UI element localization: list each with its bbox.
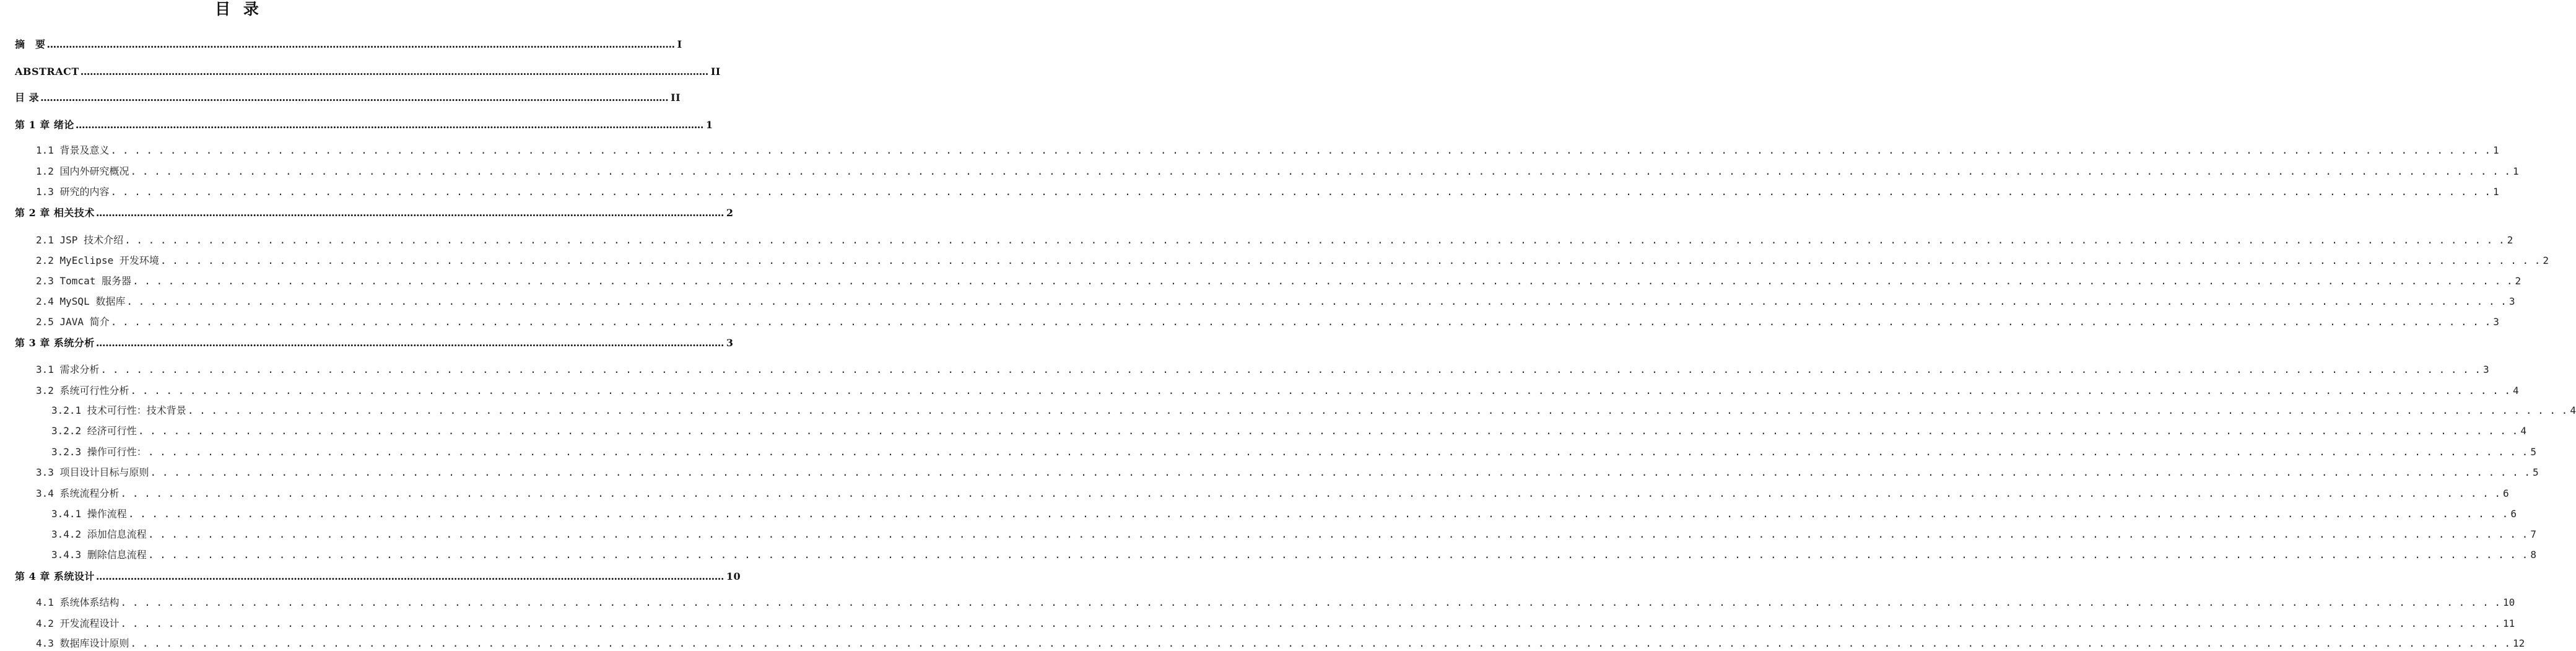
dot-leader: ........................................................................................................................................................................................................ xyxy=(95,207,724,219)
toc-entry-page-number: 5 xyxy=(2533,466,2539,478)
dot-leader: ........................................................................................................................................................................................................ xyxy=(80,66,708,77)
dot-leader: ........................................................................................................................................................................................................ xyxy=(75,119,703,131)
dot-leader: . . . . . . . . . . . . . . . . . . . . . . . . . . . . . . . . . . . . . . . . . . . . . . . . . . . . . . . . . . . . . . . . . . . . . . . . . . . . . . . . . . . . . . . . . . . . . . . . . . . . . . . . . . . . . . . . . . . . . . . . . . . . . . . . . . . . . . . . . . . . . . . . . . . . . . . . . . . . . . . . . . . . . . . . . . . . . . . . . . . . . . . . . . . . . . . . . . . . . . . . xyxy=(147,446,2528,458)
toc-entry-label: 目 录 xyxy=(15,92,40,103)
toc-entry[interactable] xyxy=(15,569,741,584)
toc-entry-page-number: 10 xyxy=(726,570,741,582)
toc-entry[interactable] xyxy=(36,164,2519,179)
toc-entry-label: 第 1 章 绪论 xyxy=(15,119,74,131)
toc-entry[interactable] xyxy=(36,315,2499,330)
dot-leader: . . . . . . . . . . . . . . . . . . . . . . . . . . . . . . . . . . . . . . . . . . . . . . . . . . . . . . . . . . . . . . . . . . . . . . . . . . . . . . . . . . . . . . . . . . . . . . . . . . . . . . . . . . . . . . . . . . . . . . . . . . . . . . . . . . . . . . . . . . . . . . . . . . . . . . . . . . . . . . . . . . . . . . . . . . . . . . . . . . . . . . . . . . . . . . . . . . . . . . . . xyxy=(120,618,2501,629)
toc-entry[interactable] xyxy=(36,143,2499,158)
toc-entry-page-number: 5 xyxy=(2530,446,2536,458)
dot-leader: . . . . . . . . . . . . . . . . . . . . . . . . . . . . . . . . . . . . . . . . . . . . . . . . . . . . . . . . . . . . . . . . . . . . . . . . . . . . . . . . . . . . . . . . . . . . . . . . . . . . . . . . . . . . . . . . . . . . . . . . . . . . . . . . . . . . . . . . . . . . . . . . . . . . . . . . . . . . . . . . . . . . . . . . . . . . . . . . . . . . . . . . . . . . . . . . . . . . . . . . xyxy=(124,234,2505,246)
toc-entry[interactable] xyxy=(36,362,2489,377)
toc-entry-label: 4.1 系统体系结构 xyxy=(36,596,120,608)
toc-entry[interactable] xyxy=(36,465,2539,480)
toc-entry[interactable] xyxy=(51,403,2576,418)
toc-entry-label: 2.4 MySQL 数据库 xyxy=(36,295,126,307)
dot-leader: . . . . . . . . . . . . . . . . . . . . . . . . . . . . . . . . . . . . . . . . . . . . . . . . . . . . . . . . . . . . . . . . . . . . . . . . . . . . . . . . . . . . . . . . . . . . . . . . . . . . . . . . . . . . . . . . . . . . . . . . . . . . . . . . . . . . . . . . . . . . . . . . . . . . . . . . . . . . . . . . . . . . . . . . . . . . . . . . . . . . . . . . . . . . . . . . . . . . . . . . xyxy=(100,364,2481,375)
dot-leader: . . . . . . . . . . . . . . . . . . . . . . . . . . . . . . . . . . . . . . . . . . . . . . . . . . . . . . . . . . . . . . . . . . . . . . . . . . . . . . . . . . . . . . . . . . . . . . . . . . . . . . . . . . . . . . . . . . . . . . . . . . . . . . . . . . . . . . . . . . . . . . . . . . . . . . . . . . . . . . . . . . . . . . . . . . . . . . . . . . . . . . . . . . . . . . . . . . . . . . . . xyxy=(130,385,2511,396)
dot-leader: . . . . . . . . . . . . . . . . . . . . . . . . . . . . . . . . . . . . . . . . . . . . . . . . . . . . . . . . . . . . . . . . . . . . . . . . . . . . . . . . . . . . . . . . . . . . . . . . . . . . . . . . . . . . . . . . . . . . . . . . . . . . . . . . . . . . . . . . . . . . . . . . . . . . . . . . . . . . . . . . . . . . . . . . . . . . . . . . . . . . . . . . . . . . . . . . . . . . . . . . xyxy=(150,466,2531,478)
toc-entry-page-number: 6 xyxy=(2503,487,2509,499)
toc-entry[interactable] xyxy=(36,253,2549,268)
toc-entry-label: 第 2 章 相关技术 xyxy=(15,207,95,219)
toc-entry-label: 3.2 系统可行性分析 xyxy=(36,385,129,396)
dot-leader: . . . . . . . . . . . . . . . . . . . . . . . . . . . . . . . . . . . . . . . . . . . . . . . . . . . . . . . . . . . . . . . . . . . . . . . . . . . . . . . . . . . . . . . . . . . . . . . . . . . . . . . . . . . . . . . . . . . . . . . . . . . . . . . . . . . . . . . . . . . . . . . . . . . . . . . . . . . . . . . . . . . . . . . . . . . . . . . . . . . . . . . . . . . . . . . . . . . . . . . . xyxy=(120,596,2501,608)
toc-entry[interactable] xyxy=(36,616,2515,631)
dot-leader: . . . . . . . . . . . . . . . . . . . . . . . . . . . . . . . . . . . . . . . . . . . . . . . . . . . . . . . . . . . . . . . . . . . . . . . . . . . . . . . . . . . . . . . . . . . . . . . . . . . . . . . . . . . . . . . . . . . . . . . . . . . . . . . . . . . . . . . . . . . . . . . . . . . . . . . . . . . . . . . . . . . . . . . . . . . . . . . . . . . . . . . . . . . . . . . . . . . . . . . . xyxy=(130,637,2511,649)
toc-entry-label: 3.2.1 技术可行性：技术背景 xyxy=(51,404,186,416)
toc-entry-label: 3.4 系统流程分析 xyxy=(36,487,120,499)
toc-entry-label: 2.3 Tomcat 服务器 xyxy=(36,275,131,287)
dot-leader: . . . . . . . . . . . . . . . . . . . . . . . . . . . . . . . . . . . . . . . . . . . . . . . . . . . . . . . . . . . . . . . . . . . . . . . . . . . . . . . . . . . . . . . . . . . . . . . . . . . . . . . . . . . . . . . . . . . . . . . . . . . . . . . . . . . . . . . . . . . . . . . . . . . . . . . . . . . . . . . . . . . . . . . . . . . . . . . . . . . . . . . . . . . . . . . . . . . . . . . . xyxy=(147,528,2528,540)
dot-leader: ........................................................................................................................................................................................................ xyxy=(95,570,724,582)
dot-leader: . . . . . . . . . . . . . . . . . . . . . . . . . . . . . . . . . . . . . . . . . . . . . . . . . . . . . . . . . . . . . . . . . . . . . . . . . . . . . . . . . . . . . . . . . . . . . . . . . . . . . . . . . . . . . . . . . . . . . . . . . . . . . . . . . . . . . . . . . . . . . . . . . . . . . . . . . . . . . . . . . . . . . . . . . . . . . . . . . . . . . . . . . . . . . . . . . . . . . . . . xyxy=(110,144,2491,156)
toc-entry-label: 1.3 研究的内容 xyxy=(36,186,110,198)
toc-entry-page-number: 3 xyxy=(2509,295,2515,307)
toc-entry[interactable] xyxy=(36,185,2499,199)
toc-entry-label: 第 4 章 系统设计 xyxy=(15,570,95,582)
dot-leader: . . . . . . . . . . . . . . . . . . . . . . . . . . . . . . . . . . . . . . . . . . . . . . . . . . . . . . . . . . . . . . . . . . . . . . . . . . . . . . . . . . . . . . . . . . . . . . . . . . . . . . . . . . . . . . . . . . . . . . . . . . . . . . . . . . . . . . . . . . . . . . . . . . . . . . . . . . . . . . . . . . . . . . . . . . . . . . . . . . . . . . . . . . . . . . . . . . . . . . . . xyxy=(137,425,2518,437)
dot-leader: ........................................................................................................................................................................................................ xyxy=(46,38,675,50)
toc-entry-page-number: 3 xyxy=(2483,364,2489,375)
toc-entry[interactable] xyxy=(36,294,2515,309)
toc-entry-label: 3.2.3 操作可行性： xyxy=(51,446,147,458)
toc-entry-page-number: 2 xyxy=(2507,234,2513,246)
dot-leader: . . . . . . . . . . . . . . . . . . . . . . . . . . . . . . . . . . . . . . . . . . . . . . . . . . . . . . . . . . . . . . . . . . . . . . . . . . . . . . . . . . . . . . . . . . . . . . . . . . . . . . . . . . . . . . . . . . . . . . . . . . . . . . . . . . . . . . . . . . . . . . . . . . . . . . . . . . . . . . . . . . . . . . . . . . . . . . . . . . . . . . . . . . . . . . . . . . . . . . . . xyxy=(130,165,2511,177)
dot-leader: . . . . . . . . . . . . . . . . . . . . . . . . . . . . . . . . . . . . . . . . . . . . . . . . . . . . . . . . . . . . . . . . . . . . . . . . . . . . . . . . . . . . . . . . . . . . . . . . . . . . . . . . . . . . . . . . . . . . . . . . . . . . . . . . . . . . . . . . . . . . . . . . . . . . . . . . . . . . . . . . . . . . . . . . . . . . . . . . . . . . . . . . . . . . . . . . . . . . . . . . xyxy=(128,508,2509,520)
toc-entry-label: 1.2 国内外研究概况 xyxy=(36,165,129,177)
toc-entry-page-number: 10 xyxy=(2503,596,2515,608)
toc-entry[interactable] xyxy=(51,445,2536,460)
toc-entry-page-number: 4 xyxy=(2520,425,2526,437)
toc-entry-label: 3.4.3 删除信息流程 xyxy=(51,549,147,561)
toc-entry-label: 2.5 JAVA 简介 xyxy=(36,316,110,328)
toc-entry-label: 3.2.2 经济可行性 xyxy=(51,425,137,437)
toc-entry-label: 摘 要 xyxy=(15,38,46,50)
toc-entry-page-number: 3 xyxy=(2493,316,2499,328)
dot-leader: . . . . . . . . . . . . . . . . . . . . . . . . . . . . . . . . . . . . . . . . . . . . . . . . . . . . . . . . . . . . . . . . . . . . . . . . . . . . . . . . . . . . . . . . . . . . . . . . . . . . . . . . . . . . . . . . . . . . . . . . . . . . . . . . . . . . . . . . . . . . . . . . . . . . . . . . . . . . . . . . . . . . . . . . . . . . . . . . . . . . . . . . . . . . . . . . . . . . . . . . xyxy=(110,316,2491,328)
toc-entry-page-number: 11 xyxy=(2503,618,2515,629)
toc-entry[interactable] xyxy=(15,37,682,52)
toc-entry-page-number: 1 xyxy=(2493,186,2499,198)
toc-entry-label: 3.1 需求分析 xyxy=(36,364,100,375)
toc-entry-page-number: 12 xyxy=(2513,637,2525,649)
toc-entry-label: 第 3 章 系统分析 xyxy=(15,337,95,349)
toc-entry[interactable] xyxy=(51,548,2536,562)
toc-entry[interactable] xyxy=(15,64,721,79)
toc-entry[interactable] xyxy=(36,274,2522,289)
toc-entry-label: 3.4.2 添加信息流程 xyxy=(51,528,147,540)
toc-entry[interactable] xyxy=(36,595,2515,610)
toc-entry-label: 4.3 数据库设计原则 xyxy=(36,637,129,649)
dot-leader: . . . . . . . . . . . . . . . . . . . . . . . . . . . . . . . . . . . . . . . . . . . . . . . . . . . . . . . . . . . . . . . . . . . . . . . . . . . . . . . . . . . . . . . . . . . . . . . . . . . . . . . . . . . . . . . . . . . . . . . . . . . . . . . . . . . . . . . . . . . . . . . . . . . . . . . . . . . . . . . . . . . . . . . . . . . . . . . . . . . . . . . . . . . . . . . . . . . . . . . . xyxy=(120,487,2501,499)
toc-entry[interactable] xyxy=(36,486,2509,501)
toc-entry-page-number: I xyxy=(677,38,682,50)
toc-entry-label: 2.2 MyEclipse 开发环境 xyxy=(36,255,159,266)
dot-leader: . . . . . . . . . . . . . . . . . . . . . . . . . . . . . . . . . . . . . . . . . . . . . . . . . . . . . . . . . . . . . . . . . . . . . . . . . . . . . . . . . . . . . . . . . . . . . . . . . . . . . . . . . . . . . . . . . . . . . . . . . . . . . . . . . . . . . . . . . . . . . . . . . . . . . . . . . . . . . . . . . . . . . . . . . . . . . . . . . . . . . . . . . . . . . . . . . . . . . . . . xyxy=(160,255,2541,266)
toc-entry[interactable] xyxy=(51,424,2526,439)
toc-entry-label: ABSTRACT xyxy=(15,66,79,77)
toc-entry[interactable] xyxy=(36,233,2513,248)
toc-entry-page-number: 3 xyxy=(726,337,734,349)
toc-title: 目 录 xyxy=(215,0,263,18)
dot-leader: . . . . . . . . . . . . . . . . . . . . . . . . . . . . . . . . . . . . . . . . . . . . . . . . . . . . . . . . . . . . . . . . . . . . . . . . . . . . . . . . . . . . . . . . . . . . . . . . . . . . . . . . . . . . . . . . . . . . . . . . . . . . . . . . . . . . . . . . . . . . . . . . . . . . . . . . . . . . . . . . . . . . . . . . . . . . . . . . . . . . . . . . . . . . . . . . . . . . . . . . xyxy=(110,186,2491,198)
toc-entry-page-number: II xyxy=(710,66,721,77)
toc-entry-page-number: 2 xyxy=(726,207,734,219)
toc-entry[interactable] xyxy=(15,336,734,351)
toc-entry[interactable] xyxy=(51,527,2536,542)
toc-entry-page-number: 2 xyxy=(2543,255,2549,266)
toc-entry-page-number: 8 xyxy=(2530,549,2536,561)
toc-entry[interactable] xyxy=(15,206,734,221)
toc-entry-label: 1.1 背景及意义 xyxy=(36,144,110,156)
toc-entry-page-number: 7 xyxy=(2530,528,2536,540)
toc-entry[interactable] xyxy=(15,90,681,105)
toc-entry[interactable] xyxy=(15,118,713,133)
dot-leader: . . . . . . . . . . . . . . . . . . . . . . . . . . . . . . . . . . . . . . . . . . . . . . . . . . . . . . . . . . . . . . . . . . . . . . . . . . . . . . . . . . . . . . . . . . . . . . . . . . . . . . . . . . . . . . . . . . . . . . . . . . . . . . . . . . . . . . . . . . . . . . . . . . . . . . . . . . . . . . . . . . . . . . . . . . . . . . . . . . . . . . . . . . . . . . . . . . . . . . . . xyxy=(187,404,2568,416)
toc-entry-page-number: 2 xyxy=(2515,275,2522,287)
dot-leader: ........................................................................................................................................................................................................ xyxy=(95,337,724,349)
toc-entry-page-number: 4 xyxy=(2570,404,2576,416)
toc-entry[interactable] xyxy=(51,507,2517,522)
toc-entry-page-number: 1 xyxy=(705,119,713,131)
toc-entry-label: 3.4.1 操作流程 xyxy=(51,508,127,520)
toc-entry-label: 2.1 JSP 技术介绍 xyxy=(36,234,124,246)
dot-leader: . . . . . . . . . . . . . . . . . . . . . . . . . . . . . . . . . . . . . . . . . . . . . . . . . . . . . . . . . . . . . . . . . . . . . . . . . . . . . . . . . . . . . . . . . . . . . . . . . . . . . . . . . . . . . . . . . . . . . . . . . . . . . . . . . . . . . . . . . . . . . . . . . . . . . . . . . . . . . . . . . . . . . . . . . . . . . . . . . . . . . . . . . . . . . . . . . . . . . . . . xyxy=(147,549,2528,561)
toc-entry[interactable] xyxy=(36,383,2519,398)
toc-entry-label: 4.2 开发流程设计 xyxy=(36,618,120,629)
toc-entry-page-number: 1 xyxy=(2493,144,2499,156)
toc-entry-page-number: 1 xyxy=(2513,165,2519,177)
toc-entry-page-number: 4 xyxy=(2513,385,2519,396)
dot-leader: ........................................................................................................................................................................................................ xyxy=(40,92,669,103)
toc-entry-page-number: II xyxy=(671,92,681,103)
toc-entry-label: 3.3 项目设计目标与原则 xyxy=(36,466,149,478)
dot-leader: . . . . . . . . . . . . . . . . . . . . . . . . . . . . . . . . . . . . . . . . . . . . . . . . . . . . . . . . . . . . . . . . . . . . . . . . . . . . . . . . . . . . . . . . . . . . . . . . . . . . . . . . . . . . . . . . . . . . . . . . . . . . . . . . . . . . . . . . . . . . . . . . . . . . . . . . . . . . . . . . . . . . . . . . . . . . . . . . . . . . . . . . . . . . . . . . . . . . . . . . xyxy=(126,295,2507,307)
toc-entry-page-number: 6 xyxy=(2510,508,2517,520)
dot-leader: . . . . . . . . . . . . . . . . . . . . . . . . . . . . . . . . . . . . . . . . . . . . . . . . . . . . . . . . . . . . . . . . . . . . . . . . . . . . . . . . . . . . . . . . . . . . . . . . . . . . . . . . . . . . . . . . . . . . . . . . . . . . . . . . . . . . . . . . . . . . . . . . . . . . . . . . . . . . . . . . . . . . . . . . . . . . . . . . . . . . . . . . . . . . . . . . . . . . . . . . xyxy=(132,275,2513,287)
toc-entry[interactable] xyxy=(36,636,2525,651)
